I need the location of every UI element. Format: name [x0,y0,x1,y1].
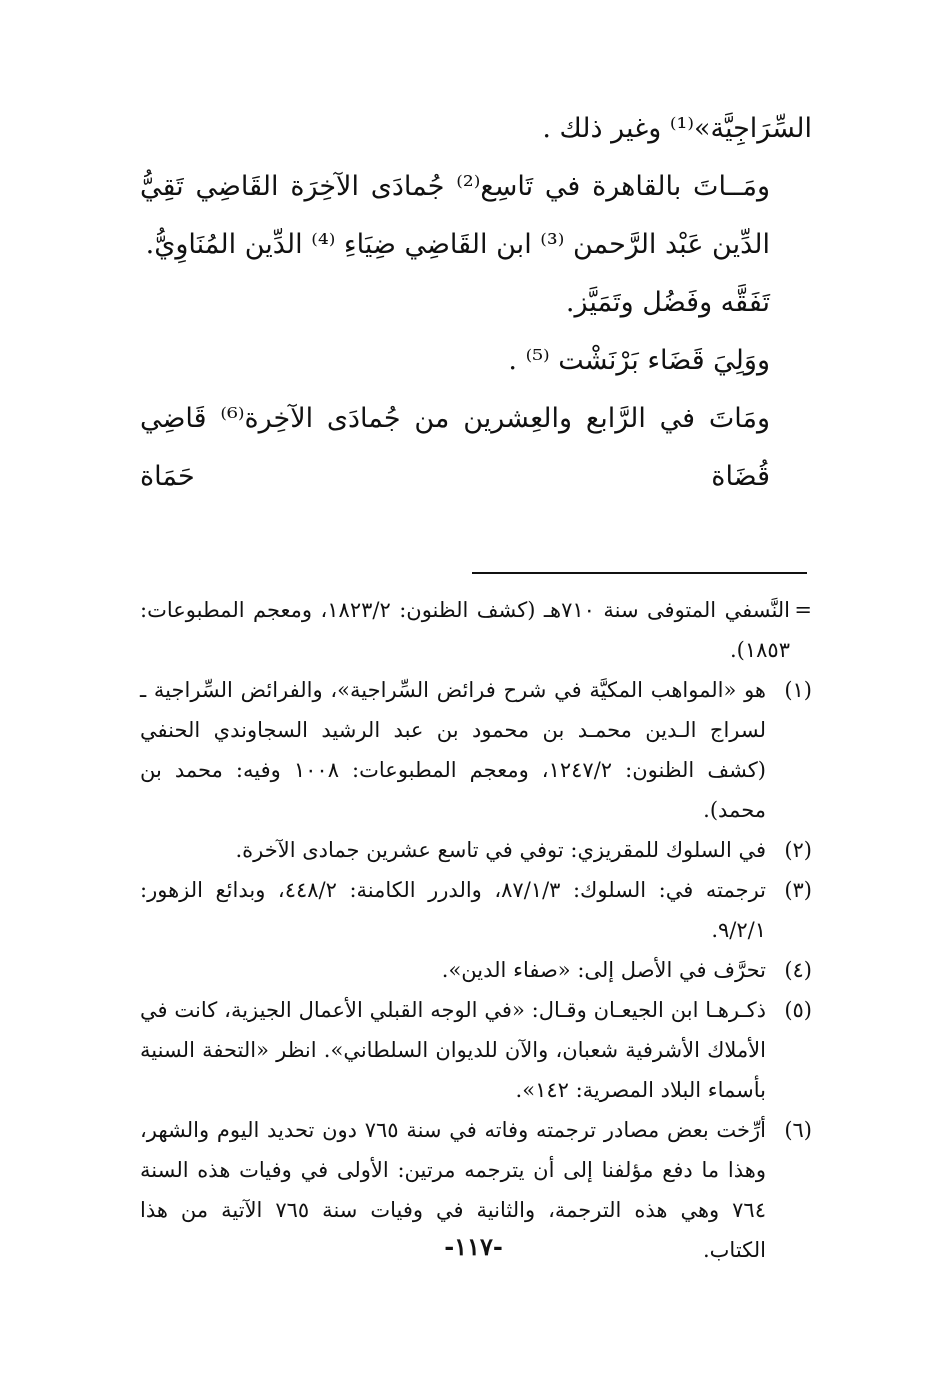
footnote-text: ذكـرهـا ابن الجيعـان وقـال: «في الوجه القبلي الأعمال الجيزية، كانت في الأملاك الأشرفية شعبان، والآن للديوان السلطاني». انظر «التحفة السنية بأسماء البلاد المصرية: ١٤٢». [140,998,766,1102]
footnote [140,670,812,830]
footnote-continuation [140,590,812,670]
footnote-text: أرِّخت بعض مصادر ترجمته وفاته في سنة ٧٦٥ دون تحديد اليوم والشهر، وهذا ما دفع مؤلفنا إلى أن يترجمه مرتين: الأولى في وفيات هذه السنة ٧٦٤ وهي هذه الترجمة، والثانية في وفيات سنة ٧٦٥ الآتية من هذا الكتاب. [140,1118,766,1262]
page-number: -١١٧- [444,1232,503,1261]
footnote-marker: = [794,598,812,622]
footnote [140,870,812,950]
footnote [140,830,812,870]
footnote-number: (٤) [784,958,812,982]
footnote-text: في السلوك للمقريزي: توفي في تاسع عشرين جمادى الآخرة. [235,838,766,862]
footnote-text: هو «المواهب المكيَّة في شرح فرائض السِّراجية»، والفرائض السِّراجية ـ لسراج الـدين محمـد بن محمود بن عبد الرشيد السجاوندي الحنفي (كشف الظنون: ١٢٤٧/٢، ومعجم المطبوعات: ١٠٠٨ وفيه: محمد بن محمد). [140,678,766,822]
footnote-number: (٣) [784,878,812,902]
footnote [140,950,812,990]
main-paragraph: السِّرَاجِيَّة»⁽¹⁾ وغير ذلك . [542,113,812,144]
footnote-text: تحرَّف في الأصل إلى: «صفاء الدين». [441,958,766,982]
main-paragraph: ووَلِيَ قَضَاء بَرْنَشْت ⁽⁵⁾ . [508,345,770,376]
footnote-text: ترجمته في: السلوك: ٨٧/١/٣، والدرر الكامنة: ٤٤٨/٢، وبدائع الزهور: ٩/٢/١. [140,878,766,942]
footnote [140,990,812,1110]
footnote-separator [472,572,807,574]
footnote-number: (١) [784,678,812,702]
main-paragraph: ومَــاتَ بالقاهرة في تَاسِع⁽²⁾ جُمادَى الآخِرَة القَاضِي تَقِيُّ الدِّين عَبْد الرَّحمن ⁽³⁾ ابن القَاضِي ضِيَاءِ ⁽⁴⁾ الدِّين المُنَاوِيُّ. [140,171,771,260]
footnote-text: النَّسفي المتوفى سنة ٧١٠هـ (كشف الظنون: ١٨٢٣/٢، ومعجم المطبوعات: ١٨٥٣). [140,598,791,662]
footnote-number: (٥) [784,998,812,1022]
footnote-number: (٢) [784,838,812,862]
main-text [140,100,812,506]
main-paragraph: تَفَقَّه وفَضُل وتَمَيَّز. [565,287,770,318]
main-paragraph: ومَاتَ في الرَّابع والعِشرين من جُمادَى الآخِرة⁽⁶⁾ قَاضِي قُضَاة حَمَاة [140,403,770,492]
footnotes [140,590,812,1270]
footnote-number: (٦) [784,1118,812,1142]
